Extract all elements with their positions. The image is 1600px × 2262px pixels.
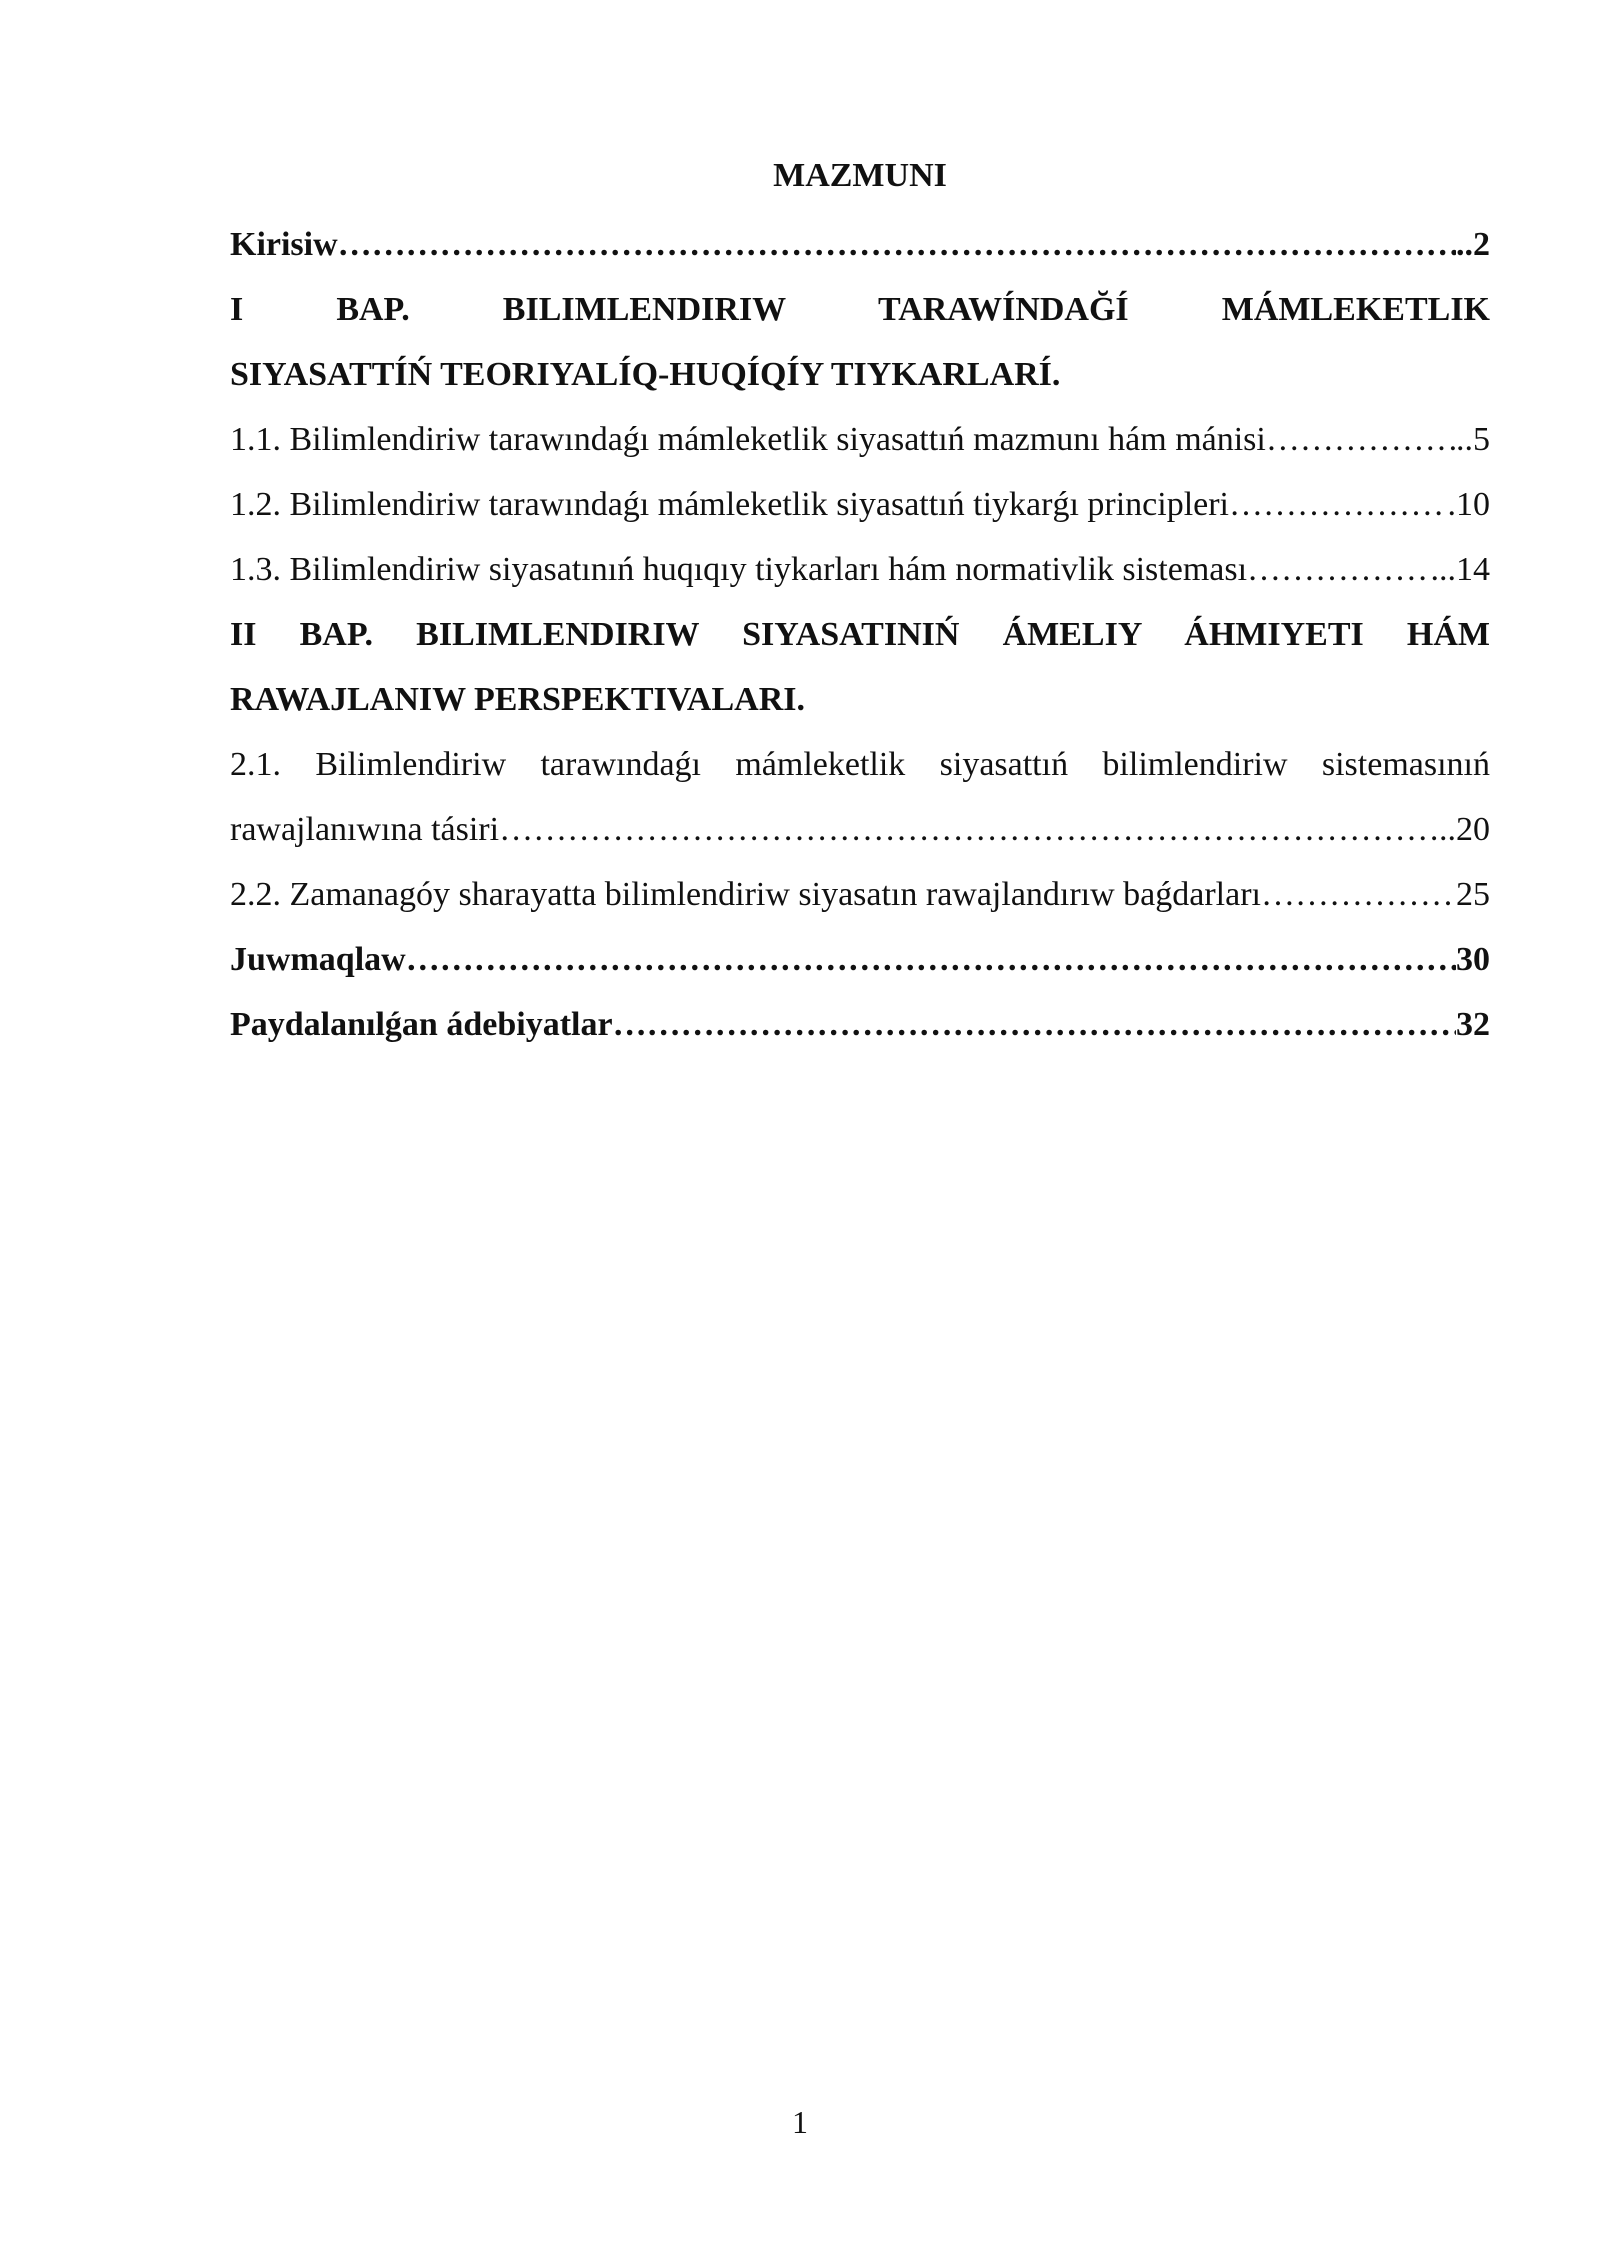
toc-entry-2-1-line1: 2.1. Bilimlendiriw tarawındaǵı mámleketlik siyasattıń bilimlendiriw sistemasınıń [230,746,1490,783]
toc-entry-label: Juwmaqlaw [230,941,406,978]
toc-entry-1-2 [230,472,1490,537]
dot-leader [1266,407,1456,472]
toc-chapter1-line1: I BAP. BILIMLENDIRIW TARAWÍNDAĞÍ MÁMLEKETLIK [230,291,1490,328]
toc-chapter2-line2: RAWAJLANIW PERSPEKTIVALARI. [230,681,805,718]
toc-chapter2-line1: II BAP. BILIMLENDIRIW SIYASATINIŃ ÁMELIY ÁHMIYETI HÁM [230,616,1490,653]
table-of-contents [230,150,1490,1057]
dot-leader [338,212,1456,277]
toc-entry-1-1 [230,407,1490,472]
toc-entry-label: rawajlanıwına tásiri [230,811,500,848]
toc-chapter1-line2: SIYASATTÍŃ TEORIYALÍQ-HUQÍQÍY TIYKARLARÍ. [230,356,1061,393]
toc-page-number: 32 [1456,1006,1490,1043]
page-number: 1 [792,2104,808,2140]
toc-page-number: 25 [1456,876,1490,913]
toc-page-number: ..5 [1456,421,1490,458]
toc-page-number: .10 [1447,486,1490,523]
toc-entry-conclusion [230,927,1490,992]
toc-entry-label: 2.2. Zamanagóy sharayatta bilimlendiriw siyasatın rawajlandırıw baǵdarları [230,876,1261,913]
toc-entry-label: 1.1. Bilimlendiriw tarawındaǵı mámleketlik siyasattıń mazmunı hám mánisi [230,421,1266,458]
dot-leader [406,927,1456,992]
toc-entry-label: Paydalanılǵan ádebiyatlar [230,1006,613,1043]
dot-leader [1247,537,1430,602]
toc-title: MAZMUNI [773,157,947,194]
dot-leader [499,797,1439,862]
toc-entry-label: 1.3. Bilimlendiriw siyasatınıń huqıqıy tiykarları hám normativlik sisteması [230,551,1248,588]
toc-page-number: ...14 [1430,551,1490,588]
toc-entry-references [230,992,1490,1057]
toc-entry-2-2 [230,862,1490,927]
dot-leader [1229,472,1448,537]
toc-page-number: ..20 [1439,811,1490,848]
toc-entry-label: 1.2. Bilimlendiriw tarawındaǵı mámleketlik siyasattıń tiykarǵı principleri [230,486,1229,523]
toc-entry-1-3 [230,537,1490,602]
dot-leader [1261,862,1456,927]
toc-page-number: ..2 [1456,226,1490,263]
toc-entry-intro [230,212,1490,277]
toc-entry-2-1 [230,797,1490,862]
toc-page-number: 30 [1456,941,1490,978]
dot-leader [613,992,1456,1057]
toc-entry-label: Kirisiw [230,226,338,263]
